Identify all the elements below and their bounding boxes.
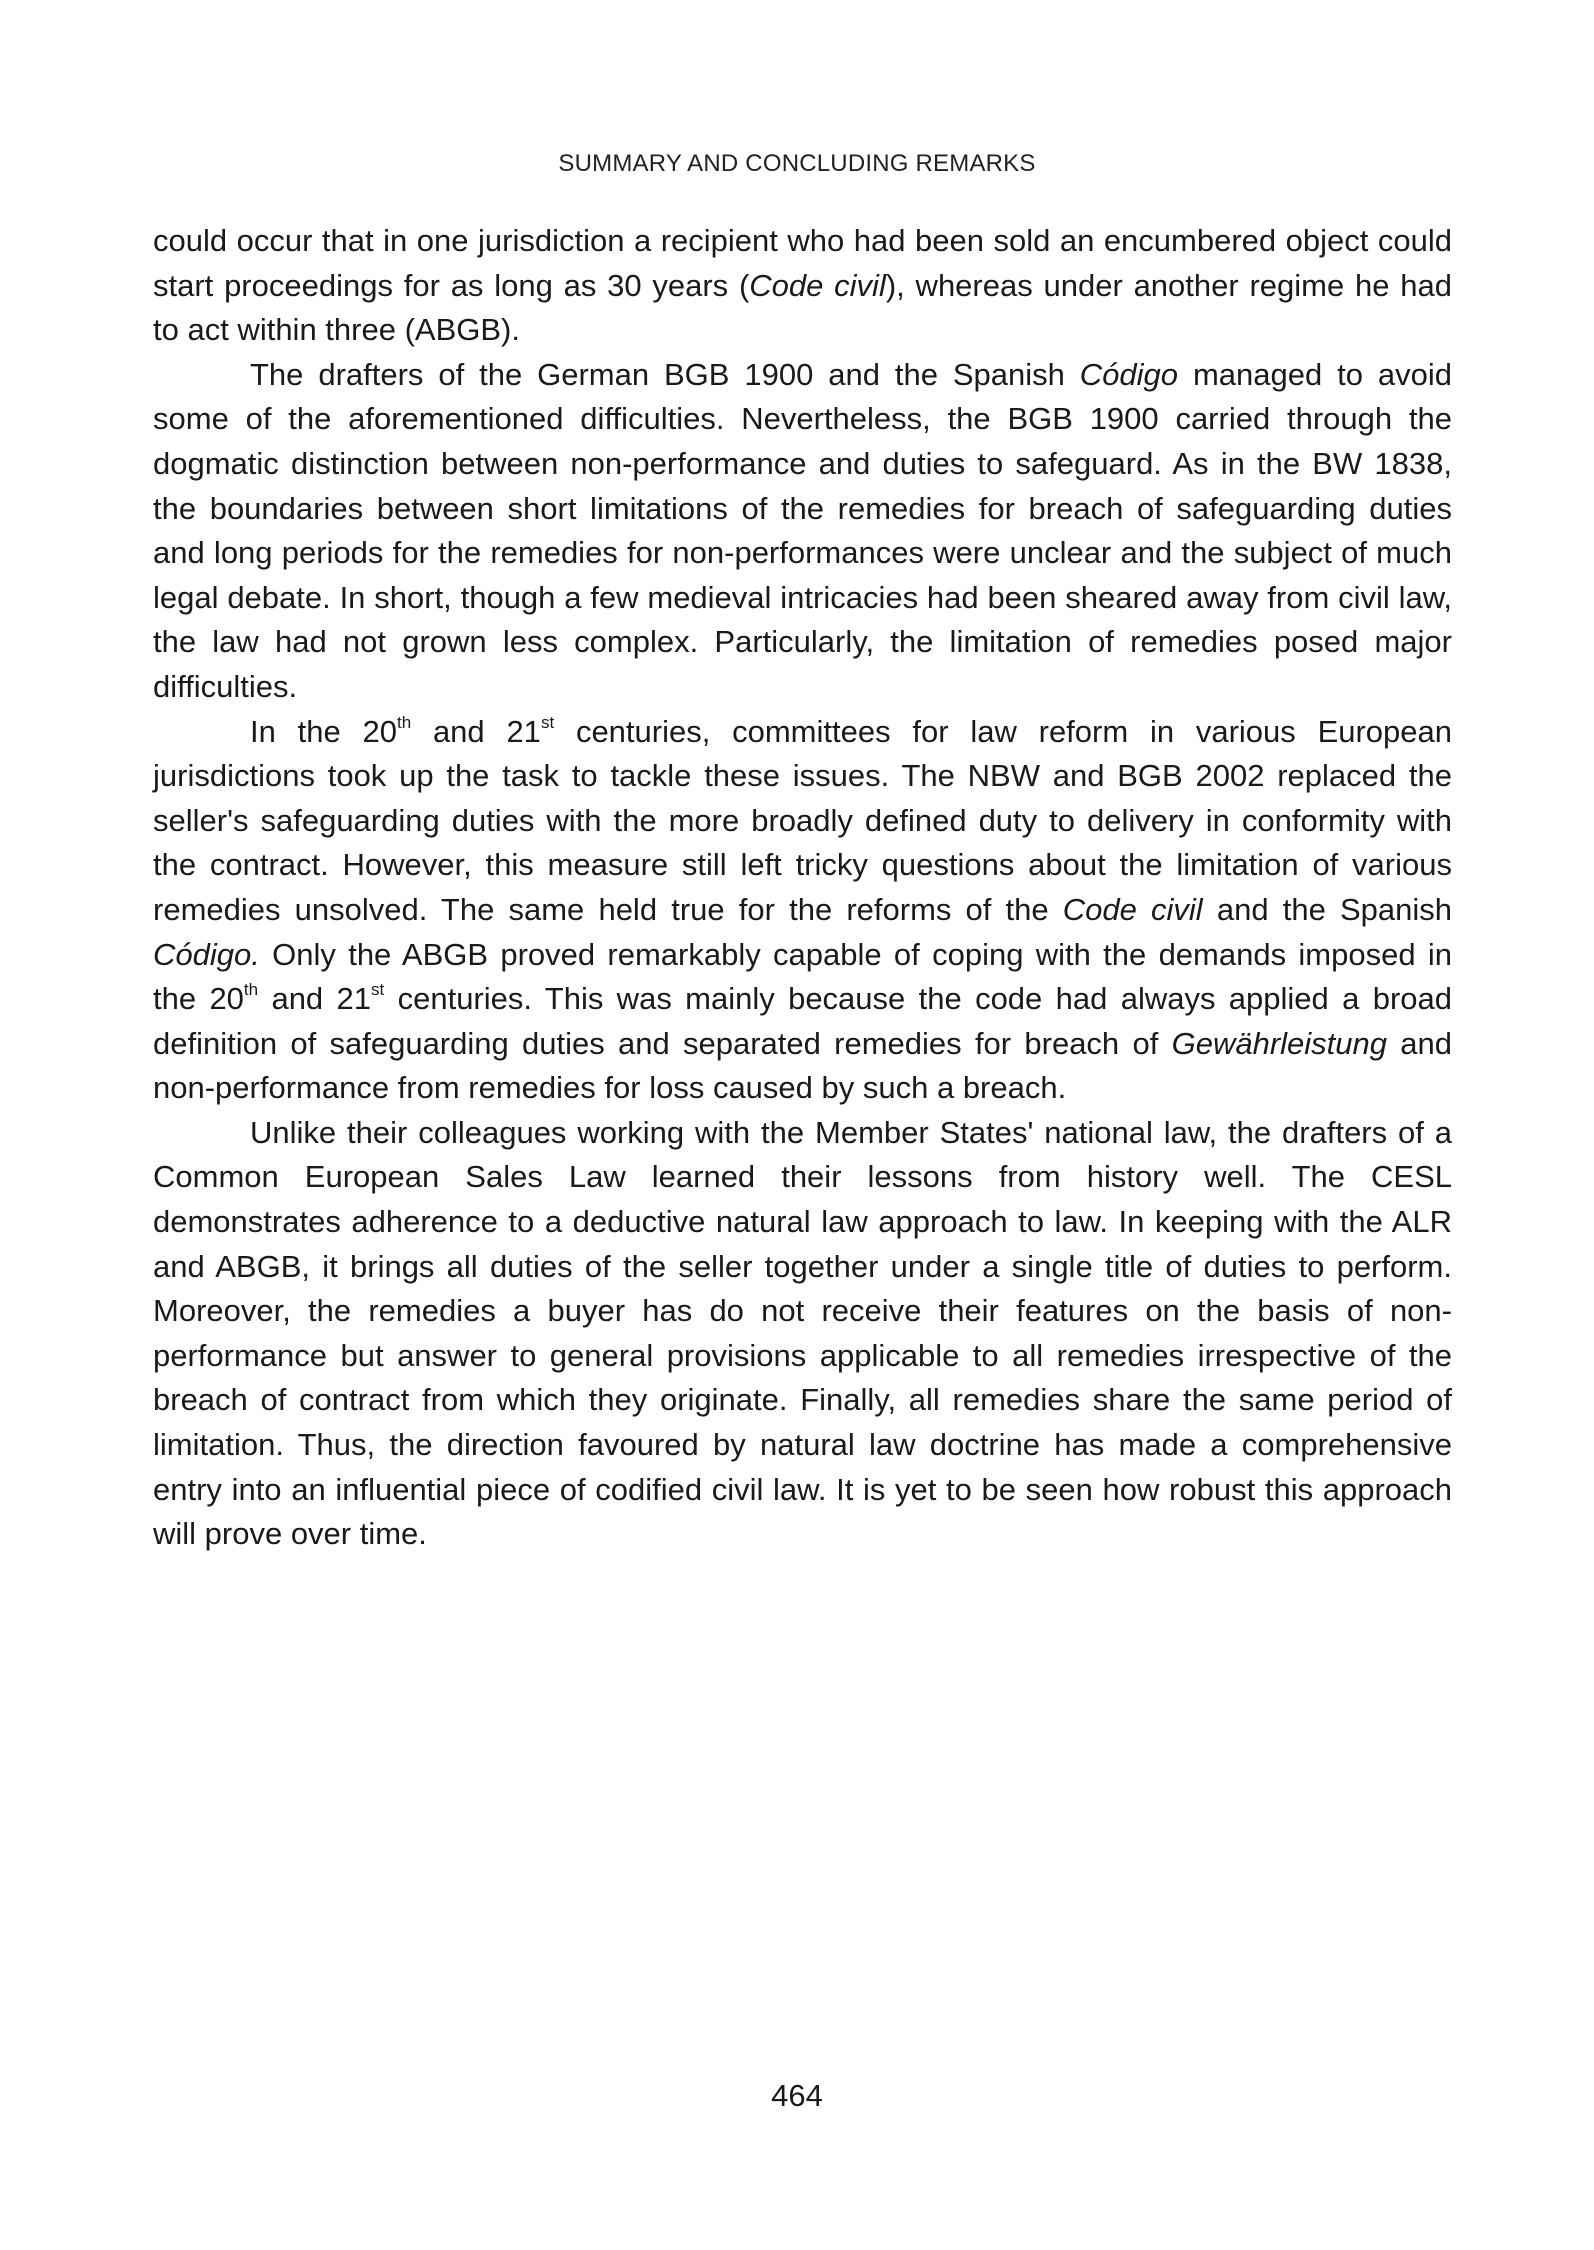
body-text [153, 219, 1452, 1557]
ordinal-suffix: th [396, 712, 412, 732]
ordinal-suffix: st [371, 980, 385, 1000]
paragraph-4: Unlike their colleagues working with the Member States' national law, the drafters of a Common European Sales Law learned their lessons from history well. The CESL demonstrates adherence to a deductive natural law approach to law. In keeping with the ALR and ABGB, it brings all duties of the seller together under a single title of duties to perform. Moreover, the remedies a buyer has do not receive their features on the basis of non-performance but answer to general provisions applicable to all remedies irrespective of the breach of contract from which they originate. Finally, all remedies share the same period of limitation. Thus, the direction favoured by natural law doctrine has made a comprehensive entry into an influential piece of codified civil law. It is yet to be seen how robust this approach will prove over time. [153, 1114, 1452, 1552]
italic-term: Code civil [749, 267, 886, 303]
paragraph-3: In the 20th and 21st centuries, committees for law reform in various European jurisdictions took up the task to tackle these issues. The NBW and BGB 2002 replaced the seller's safeguarding duties with the more broadly defined duty to delivery in conformity with the contract. However, this measure still left tricky questions about the limitation of various remedies unsolved. The same held true for the reforms of the Code civil and the Spanish Código. Only the ABGB proved remarkably capable of coping with the demands imposed in the 20th and 21st centuries. This was mainly because the code had always applied a broad definition of safeguarding duties and separated remedies for breach of Gewährleistung and non-performance from remedies for loss caused by such a breach. [153, 712, 1453, 1106]
italic-term: Código. [153, 936, 260, 972]
ordinal-suffix: th [243, 980, 259, 1000]
italic-term: Code civil [1062, 891, 1203, 927]
italic-term: Código [1079, 356, 1179, 392]
paragraph-2: The drafters of the German BGB 1900 and the Spanish Código managed to avoid some of the aforementioned difficulties. Nevertheless, the BGB 1900 carried through the dogmatic distinction between non-performance and duties to safeguard. As in the BW 1838, the boundaries between short limitations of the remedies for breach of safeguarding duties and long periods for the remedies for non-performances were unclear and the subject of much legal debate. In short, though a few medieval intricacies had been sheared away from civil law, the law had not grown less complex. Particularly, the limitation of remedies posed major difficulties. [153, 356, 1452, 704]
italic-term: Gewährleistung [1171, 1025, 1387, 1061]
page-number: 464 [771, 2078, 823, 2113]
paragraph-1: could occur that in one jurisdiction a recipient who had been sold an encumbered object could start proceedings for as long as 30 years (Code civil), whereas under another regime he had to act within three (ABGB). [153, 223, 1453, 348]
running-header: SUMMARY AND CONCLUDING REMARKS [558, 150, 1036, 177]
ordinal-suffix: st [540, 712, 555, 732]
